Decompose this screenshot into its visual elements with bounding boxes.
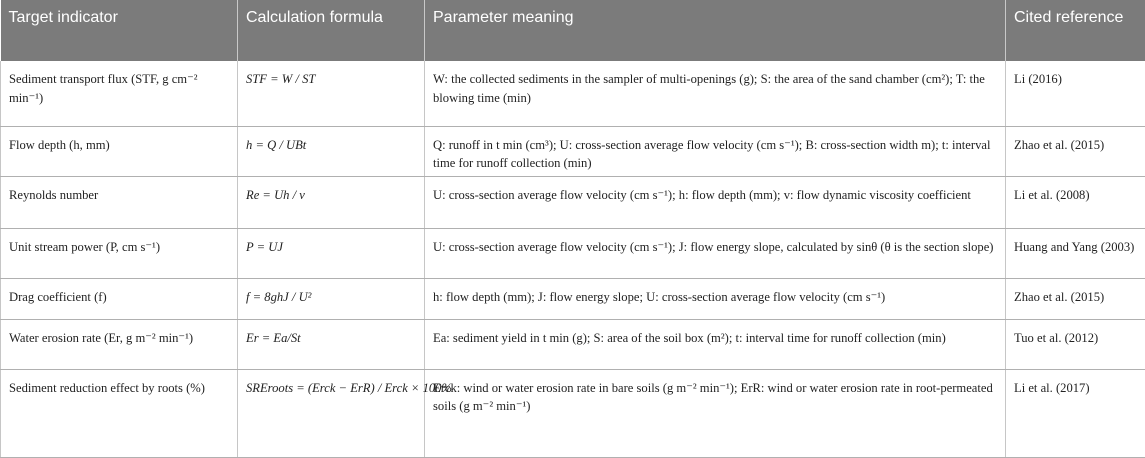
formula-cell: f = 8ghJ / U² xyxy=(238,278,425,319)
indicator-cell: Water erosion rate (Er, g m⁻² min⁻¹) xyxy=(1,319,238,369)
reference-cell: Huang and Yang (2003) xyxy=(1006,228,1145,278)
meaning-cell: Erck: wind or water erosion rate in bare soils (g m⁻² min⁻¹); ErR: wind or water erosion rate in root-permeated soils (g m⁻² min⁻¹) xyxy=(425,369,1006,457)
header-cited-reference: Cited reference xyxy=(1006,0,1145,61)
table-row xyxy=(1,278,1145,319)
table-row xyxy=(1,228,1145,278)
formula-cell: STF = W / ST xyxy=(238,61,425,126)
header-target-indicator: Target indicator xyxy=(1,0,238,61)
reference-cell: Li (2016) xyxy=(1006,61,1145,126)
table-row xyxy=(1,176,1145,228)
formula-cell: Er = Ea/St xyxy=(238,319,425,369)
meaning-cell: U: cross-section average flow velocity (cm s⁻¹); J: flow energy slope, calculated by sinθ (θ is the section slope) xyxy=(425,228,1006,278)
reference-cell: Li et al. (2008) xyxy=(1006,176,1145,228)
meaning-cell: Q: runoff in t min (cm³); U: cross-section average flow velocity (cm s⁻¹); B: cross-section width m); t: interval time for runoff collection (min) xyxy=(425,126,1006,176)
table-row xyxy=(1,369,1145,457)
formula-cell: h = Q / UBt xyxy=(238,126,425,176)
indicator-cell: Drag coefficient (f) xyxy=(1,278,238,319)
formula-cell: Re = Uh / v xyxy=(238,176,425,228)
header-calculation-formula: Calculation formula xyxy=(238,0,425,61)
reference-cell: Li et al. (2017) xyxy=(1006,369,1145,457)
meaning-cell: h: flow depth (mm); J: flow energy slope; U: cross-section average flow velocity (cm s⁻¹) xyxy=(425,278,1006,319)
indicator-cell: Flow depth (h, mm) xyxy=(1,126,238,176)
meaning-cell: Ea: sediment yield in t min (g); S: area of the soil box (m²); t: interval time for runoff collection (min) xyxy=(425,319,1006,369)
indicator-cell: Unit stream power (P, cm s⁻¹) xyxy=(1,228,238,278)
table-row xyxy=(1,126,1145,176)
indicator-cell: Sediment transport flux (STF, g cm⁻² min⁻¹) xyxy=(1,61,238,126)
meaning-cell: U: cross-section average flow velocity (cm s⁻¹); h: flow depth (mm); v: flow dynamic viscosity coefficient xyxy=(425,176,1006,228)
header-parameter-meaning: Parameter meaning xyxy=(425,0,1006,61)
indicator-cell: Reynolds number xyxy=(1,176,238,228)
header-row xyxy=(1,0,1145,61)
table-row xyxy=(1,319,1145,369)
table-row xyxy=(1,61,1145,126)
reference-cell: Zhao et al. (2015) xyxy=(1006,126,1145,176)
reference-cell: Zhao et al. (2015) xyxy=(1006,278,1145,319)
formula-cell: P = UJ xyxy=(238,228,425,278)
formula-cell: SREroots = (Erck − ErR) / Erck × 100% xyxy=(238,369,425,457)
meaning-cell: W: the collected sediments in the sampler of multi-openings (g); S: the area of the sand chamber (cm²); T: the blowing time (min) xyxy=(425,61,1006,126)
indicator-cell: Sediment reduction effect by roots (%) xyxy=(1,369,238,457)
reference-cell: Tuo et al. (2012) xyxy=(1006,319,1145,369)
